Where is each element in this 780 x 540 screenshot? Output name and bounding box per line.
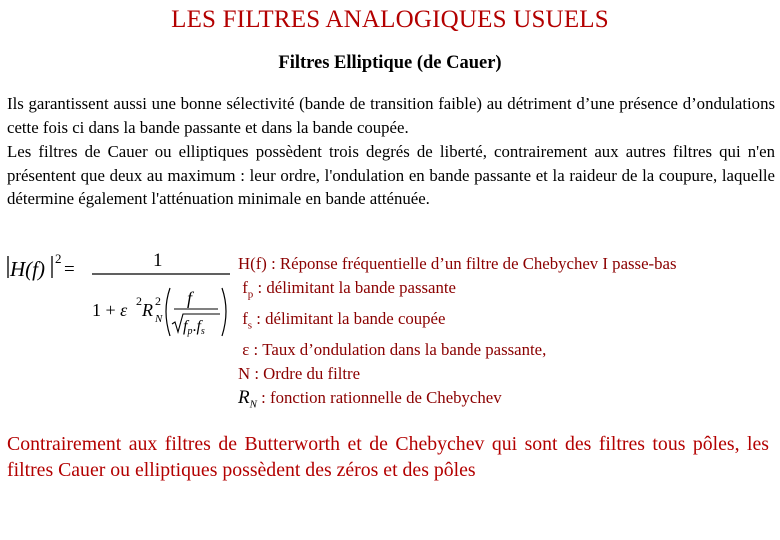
legend-line-fs: $f_s$ : délimitant la bande coupée [242, 308, 446, 332]
transfer-function-formula [0, 246, 240, 346]
legend-line-N: N : Ordre du filtre [238, 363, 361, 383]
section-subtitle: Filtres Elliptique (de Cauer) [278, 53, 502, 73]
formula-equals: = [64, 259, 75, 280]
formula-one-plus: 1 + ε [92, 300, 128, 320]
formula-lhs-exponent: 2 [55, 251, 62, 266]
formula-R-sup: 2 [155, 294, 161, 308]
legend-line-RN: $R_N$ : fonction rationnelle de Chebychev [238, 387, 502, 411]
page-title: LES FILTRES ANALOGIQUES USUELS [171, 6, 609, 33]
legend-line-epsilon: ε : Taux d’ondulation dans la bande passante, [242, 339, 547, 359]
formula-R-sub: N [155, 313, 163, 325]
symbol-legend [238, 252, 778, 417]
formula-eps-exponent: 2 [136, 294, 142, 308]
formula-fp: fp.fs [183, 318, 205, 337]
paragraph-degrees-of-freedom: Les filtres de Cauer ou elliptiques possèdent trois degrés de liberté, contrairement aux autres filtres qui n'en présentent que deux au maximum : leur ordre, l'ondulation en bande passante et la raideur de la coupure, laquelle détermine également l'atténuation minimale en bande atténuée. [7, 142, 775, 208]
formula-inner-f: f [187, 288, 193, 308]
formula-numerator: 1 [153, 250, 163, 271]
legend-line-H: H(f) : Réponse fréquentielle d’un filtre de Chebychev I passe-bas [238, 254, 677, 273]
legend-line-fp: $f_p$ : délimitant la bande passante [242, 278, 457, 301]
conclusion-text: Contrairement aux filtres de Butterworth et de Chebychev qui sont des filtres tous pôles, les filtres Cauer ou elliptiques possèdent des zéros et des pôles [7, 433, 769, 481]
formula-R: R [142, 300, 153, 320]
formula-lhs: H(f) [10, 257, 46, 281]
paragraph-selectivity: Ils garantissent aussi une bonne sélectivité (bande de transition faible) au détriment d’une présence d’ondulations cette fois ci dans la bande passante et dans la bande coupée. [7, 94, 775, 137]
